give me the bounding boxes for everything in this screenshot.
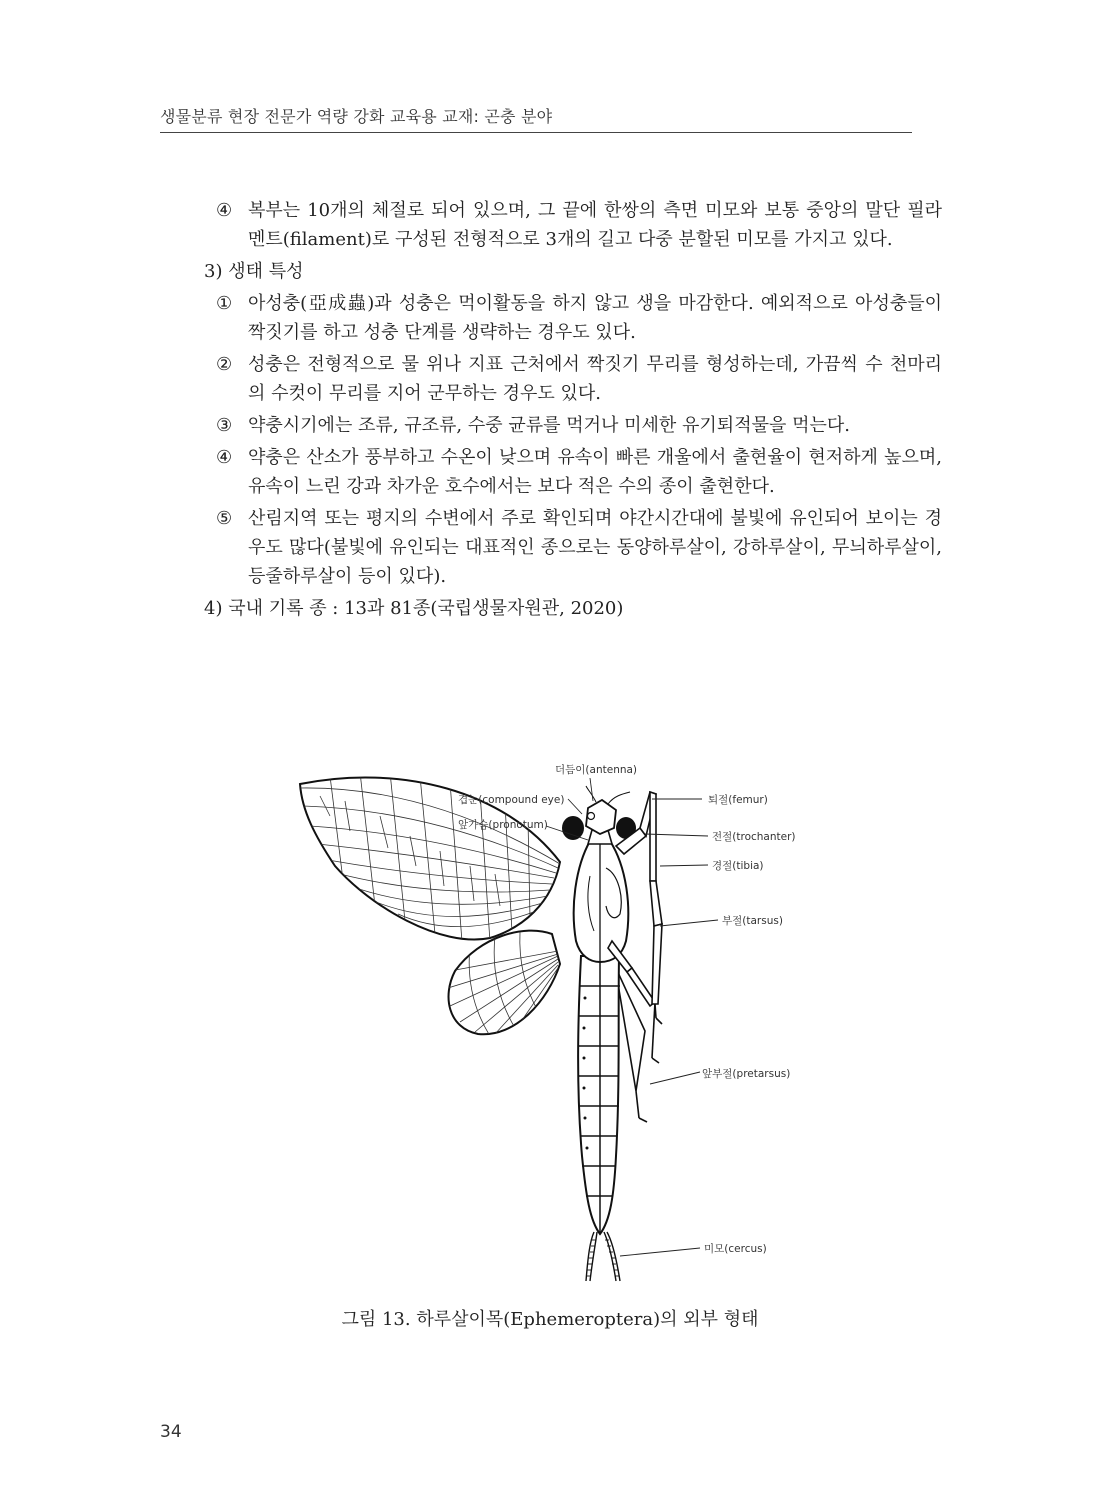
label-pronotum: 앞가슴(pronotum)	[458, 819, 548, 831]
thorax	[574, 841, 629, 962]
label-pretarsus: 앞부절(pretarsus)	[702, 1068, 791, 1080]
body-text	[160, 196, 942, 626]
abdomen	[578, 956, 620, 1234]
hindwing	[448, 931, 560, 1036]
ocellus	[588, 813, 595, 820]
item-number: ③	[216, 415, 233, 436]
ecology-item-2	[160, 350, 942, 408]
ecology-item-3	[160, 411, 942, 440]
item-text: 산림지역 또는 평지의 수변에서 주로 확인되며 야간시간대에 불빛에 유인되어 보이는 경우도 많다(불빛에 유인되는 대표적인 종으로는 동양하루살이, 강하루살이, 무늬하루살이, 등줄하루살이 등이 있다).	[248, 508, 942, 587]
leader-tibia	[660, 865, 708, 866]
cerci	[586, 1232, 620, 1281]
leader-pretarsus	[650, 1072, 700, 1084]
mayfly-illustration	[290, 756, 810, 1296]
item-text: 아성충(亞成蟲)과 성충은 먹이활동을 하지 않고 생을 마감한다. 예외적으로 아성충들이 짝짓기를 하고 성충 단계를 생략하는 경우도 있다.	[248, 293, 942, 343]
item-number: ②	[216, 354, 233, 375]
leader-tarsus	[660, 920, 718, 926]
item-number: ④	[216, 200, 233, 221]
section-heading-ecology: 3) 생태 특성	[204, 261, 304, 282]
section-heading-records: 4) 국내 기록 종 : 13과 81종(국립생물자원관, 2020)	[204, 598, 624, 619]
morphology-item-4	[160, 196, 942, 254]
item-text: 약충은 산소가 풍부하고 수온이 낮으며 유속이 빠른 개울에서 출현율이 현저하게 높으며, 유속이 느린 강과 차가운 호수에서는 보다 적은 수의 종이 출현한다.	[248, 447, 942, 497]
label-cercus: 미모(cercus)	[704, 1243, 767, 1255]
ecology-item-1	[160, 289, 942, 347]
leader-compound-eye	[568, 799, 582, 814]
label-trochanter: 전절(trochanter)	[712, 831, 796, 843]
head	[562, 800, 636, 840]
item-text: 약충시기에는 조류, 규조류, 수중 균류를 먹거나 미세한 유기퇴적물을 먹는다.	[248, 415, 850, 436]
item-text: 복부는 10개의 체절로 되어 있으며, 그 끝에 한쌍의 측면 미모와 보통 중앙의 말단 필라멘트(filament)로 구성된 전형적으로 3개의 길고 다중 분할된 미모를 가지고 있다.	[248, 200, 942, 250]
ecology-item-5	[160, 504, 942, 591]
leader-cercus	[620, 1248, 700, 1256]
page-number: 34	[160, 1422, 182, 1442]
compound-eye-left	[562, 816, 584, 840]
mayfly-figure	[290, 756, 810, 1296]
label-tarsus: 부절(tarsus)	[722, 915, 783, 927]
running-header: 생물분류 현장 전문가 역량 강화 교육용 교재: 곤충 분야	[160, 107, 553, 126]
figure-caption: 그림 13. 하루살이목(Ephemeroptera)의 외부 형태	[341, 1309, 759, 1330]
item-number: ④	[216, 447, 233, 468]
ecology-item-4	[160, 443, 942, 501]
label-tibia: 경절(tibia)	[712, 860, 764, 872]
label-compound-eye: 겹눈(compound eye)	[458, 794, 565, 806]
item-text: 성충은 전형적으로 물 위나 지표 근처에서 짝짓기 무리를 형성하는데, 가끔씩 수 천마리의 수컷이 무리를 지어 군무하는 경우도 있다.	[248, 354, 942, 404]
item-number: ①	[216, 293, 233, 314]
label-femur: 퇴절(femur)	[708, 794, 768, 806]
header-divider	[160, 132, 912, 133]
item-number: ⑤	[216, 508, 233, 529]
leader-antenna	[590, 778, 593, 801]
label-antenna: 더듬이(antenna)	[555, 764, 638, 776]
